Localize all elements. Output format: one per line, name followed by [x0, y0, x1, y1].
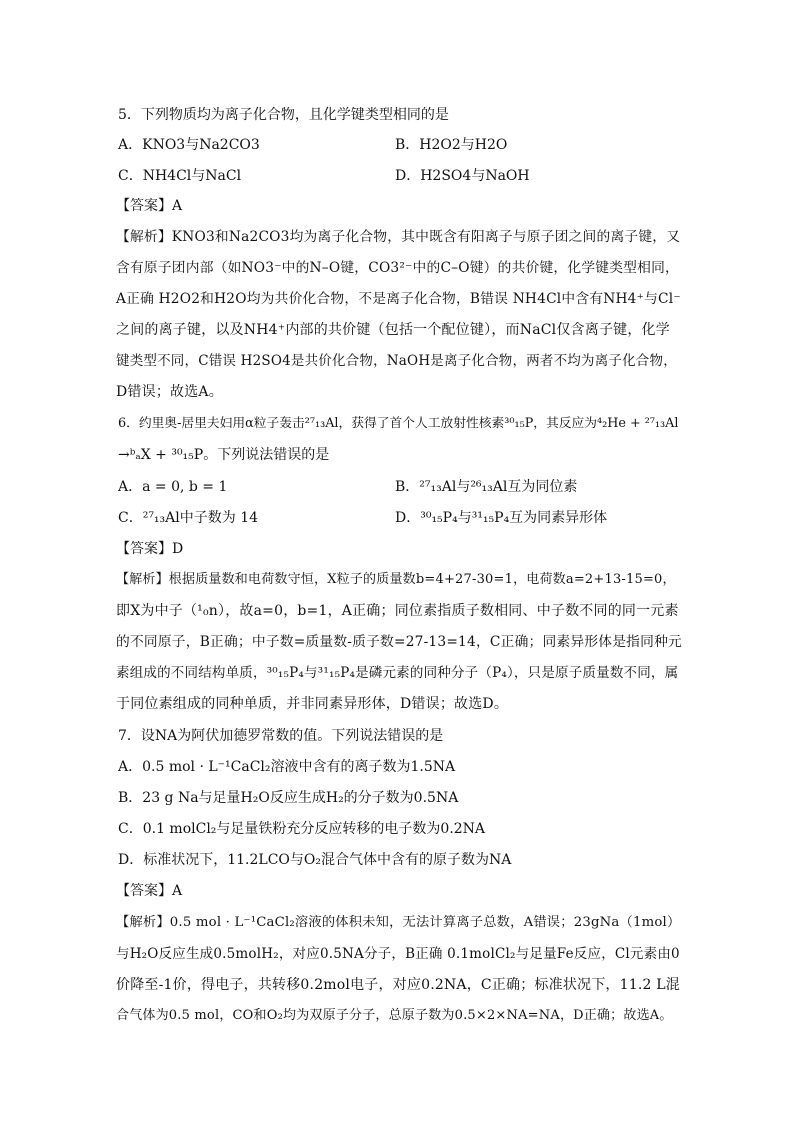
q6-explanation-line: 于同位素组成的同种单质，并非同素异形体，D错误；故选D。	[116, 696, 509, 712]
q7-explanation-line: 合气体为0.5 mol，CO和O₂均为双原子分子，总原子数为0.5×2×NA=NA，D正确；故选A。	[116, 1008, 673, 1023]
q5-explanation-line: D错误；故选A。	[116, 384, 223, 400]
q6-option-b: B．²⁷₁₃Al与²⁶₁₃Al互为同位素	[395, 479, 578, 495]
q7-option-c: C．0.1 molCl₂与足量铁粉充分反应转移的电子数为0.2NA	[118, 821, 486, 837]
q7-explanation-line: 与H₂O反应生成0.5molH₂，对应0.5NA分子，B正确 0.1molCl₂与足量Fe反应，Cl元素由0	[116, 946, 680, 962]
q6-explanation-line: 【解析】根据质量数和电荷数守恒，X粒子的质量数b=4+27-30=1，电荷数a=2+13-15=0，	[116, 572, 676, 587]
q6-option-c: C．²⁷₁₃Al中子数为 14	[118, 510, 259, 526]
q5-option-b: B．H2O2与H2O	[395, 137, 508, 153]
q7-answer: 【答案】A	[116, 883, 183, 899]
q7-option-a: A．0.5 mol · L⁻¹CaCl₂溶液中含有的离子数为1.5NA	[118, 759, 456, 775]
q5-option-c: C．NH4Cl与NaCl	[118, 168, 242, 184]
q5-answer: 【答案】A	[116, 198, 183, 214]
q6-explanation-line: 素组成的不同结构单质，³⁰₁₅P₄与³¹₁₅P₄是磷元素的同种分子（P₄），只是原子质量数不同，属	[116, 665, 679, 681]
q5-explanation-line: 之间的离子键，以及NH4⁺内部的共价键（包括一个配位键），而NaCl仅含离子键，化学	[116, 322, 670, 338]
q5-explanation-line: 键类型不同，C错误 H2SO4是共价化合物，NaOH是离子化合物，两者不均为离子化合物，	[116, 353, 677, 369]
q6-stem-line1: 6．约里奥-居里夫妇用α粒子轰击²⁷₁₃Al，获得了首个人工放射性核素³⁰₁₅P，其反应为⁴₂He + ²⁷₁₃Al	[118, 416, 679, 431]
q5-option-a: A．KNO3与Na2CO3	[118, 137, 260, 153]
q5-explanation-line: 含有原子团内部（如NO3⁻中的N–O键，CO3²⁻中的C–O键）的共价键，化学键类型相同，	[116, 260, 679, 276]
q6-option-a: A．a = 0, b = 1	[118, 479, 228, 495]
q7-option-b: B．23 g Na与足量H₂O反应生成H₂的分子数为0.5NA	[118, 790, 459, 806]
q7-stem: 7．设NA为阿伏加德罗常数的值。下列说法错误的是	[118, 728, 444, 744]
q7-option-d: D．标准状况下，11.2LCO与O₂混合气体中含有的原子数为NA	[118, 852, 512, 868]
q5-explanation-line: A正确 H2O2和H2O均为共价化合物，不是离子化合物，B错误 NH4Cl中含有NH4⁺与Cl⁻	[116, 291, 681, 307]
q5-explanation-line: 【解析】KNO3和Na2CO3均为离子化合物，其中既含有阳离子与原子团之间的离子键，又	[116, 229, 681, 245]
q5-stem: 5．下列物质均为离子化合物，且化学键类型相同的是	[118, 107, 449, 123]
q5-option-d: D．H2SO4与NaOH	[395, 168, 530, 184]
q7-explanation-line: 价降至-1价，得电子，共转移0.2mol电子，对应0.2NA，C正确；标准状况下，11.2 L混	[116, 977, 680, 993]
q6-option-d: D．³⁰₁₅P₄与³¹₁₅P₄互为同素异形体	[395, 510, 608, 526]
q6-explanation-line: 的不同原子，B正确；中子数=质量数-质子数=27-13=14，C正确；同素异形体是指同种元	[116, 634, 682, 650]
q6-stem-line2: →ᵇₐX + ³⁰₁₅P。下列说法错误的是	[118, 447, 330, 463]
q6-explanation-line: 即X为中子（¹₀n），故a=0，b=1，A正确；同位素指质子数相同、中子数不同的同一元素	[116, 603, 679, 619]
q7-explanation-line: 【解析】0.5 mol · L⁻¹CaCl₂溶液的体积未知，无法计算离子总数，A错误；23gNa（1mol）	[116, 915, 681, 930]
q6-answer: 【答案】D	[116, 541, 184, 557]
